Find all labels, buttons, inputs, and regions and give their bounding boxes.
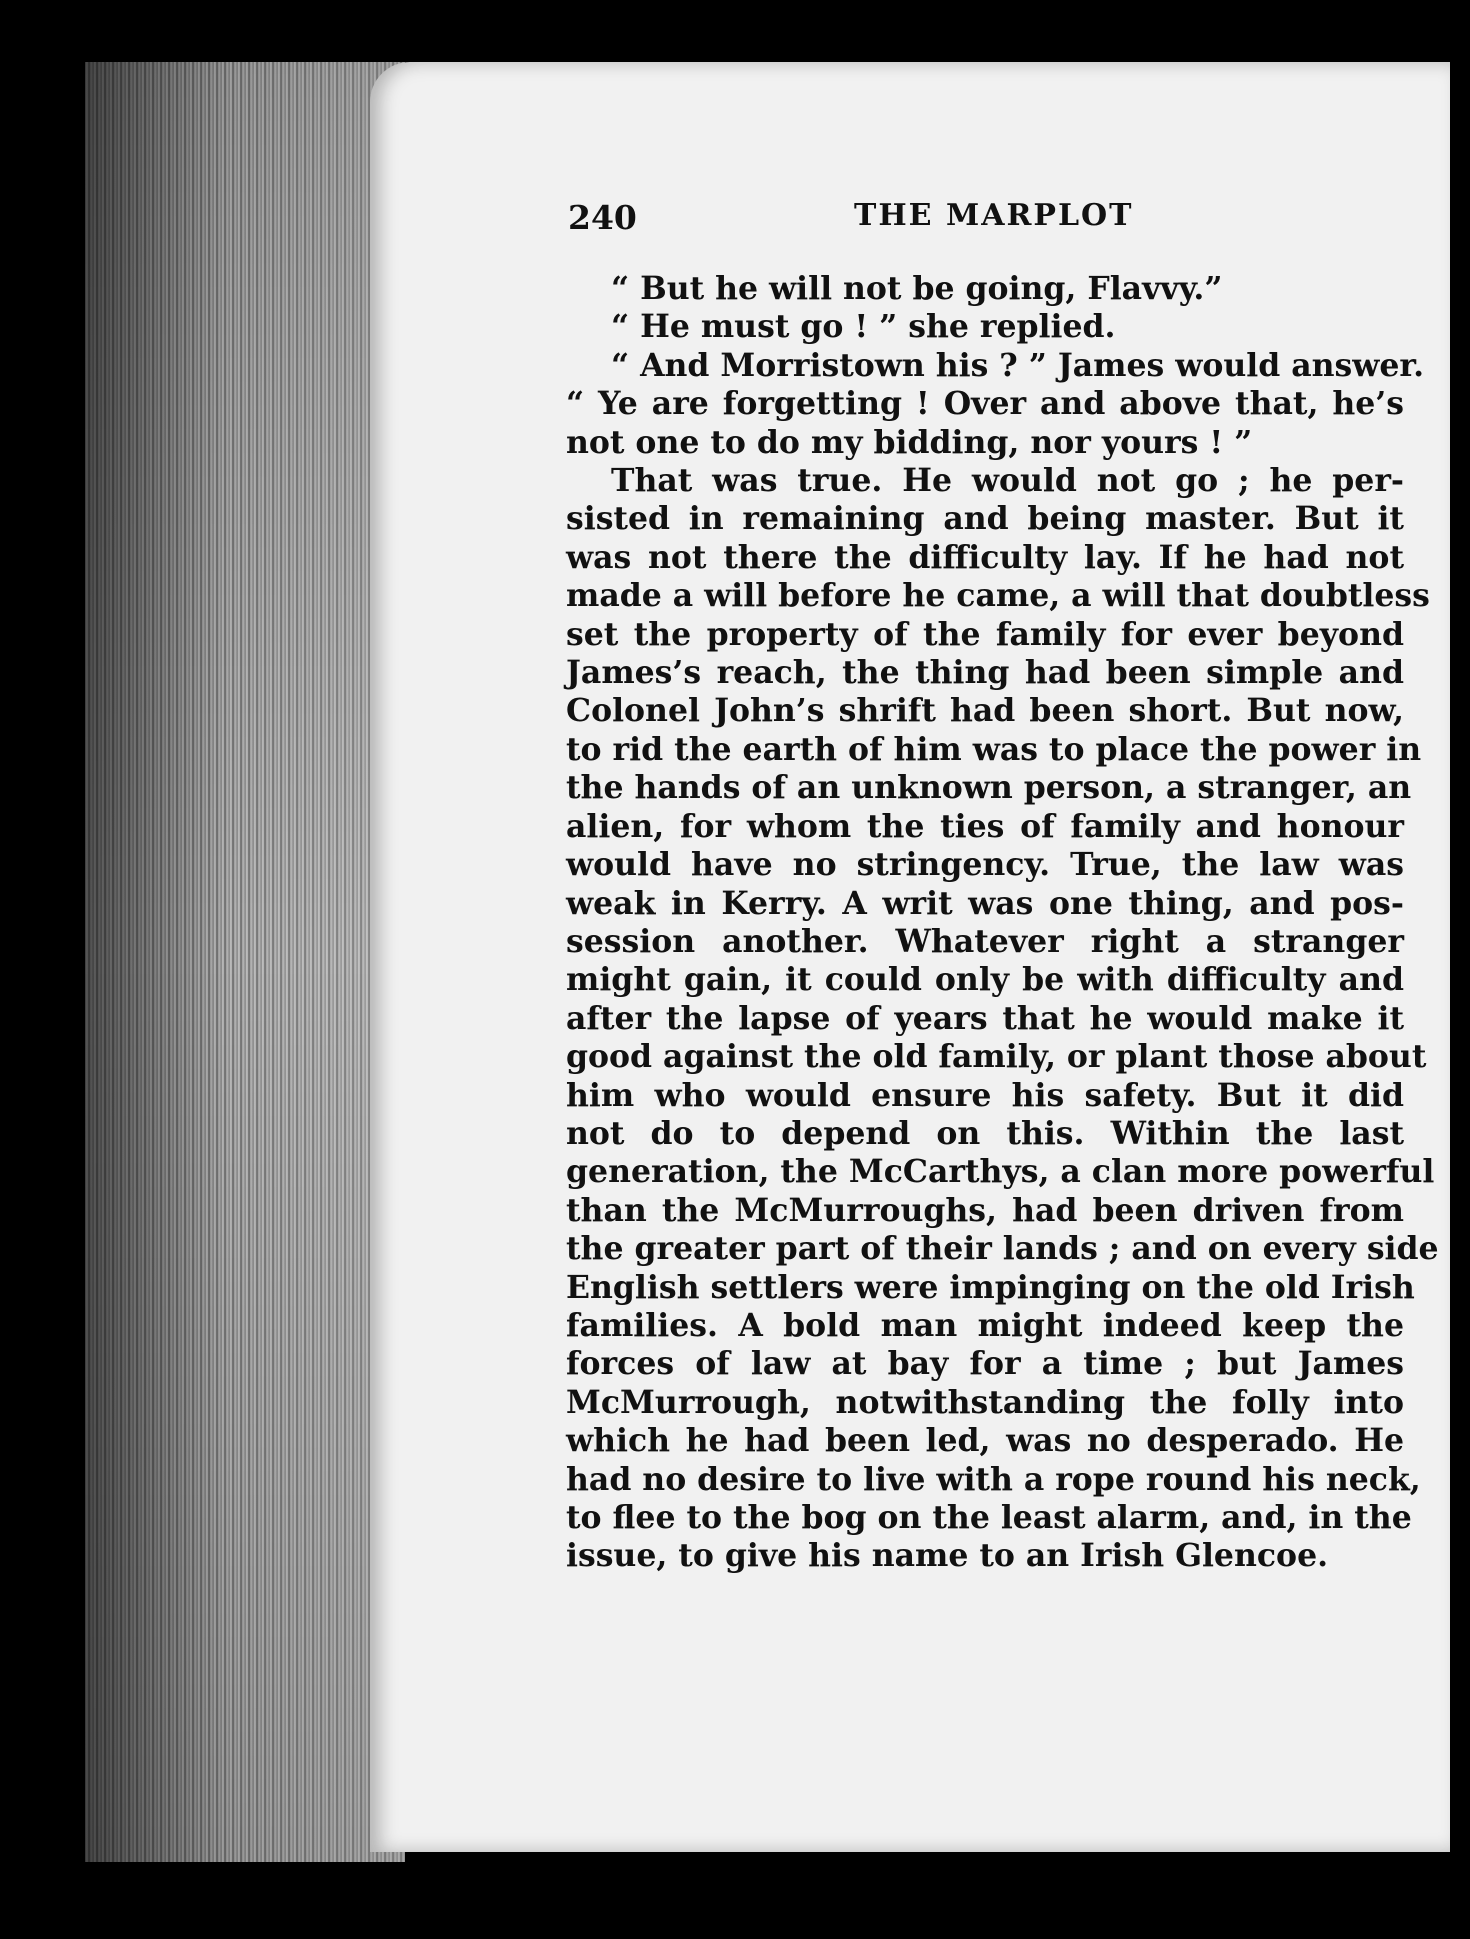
text-line: “ But he will not be going, Flavvy.” [611,270,1223,307]
text-line: him who would ensure his safety. But it did [566,1076,1404,1114]
text-line: might gain, it could only be with difficulty and [566,961,1404,999]
text-line: after the lapse of years that he would make it [566,999,1404,1037]
text-line: McMurrough, notwithstanding the folly into [566,1383,1404,1421]
text-line: was not there the difficulty lay. If he had not [566,538,1404,576]
text-line: That was true. He would not go ; he per- [611,462,1404,500]
text-line: had no desire to live with a rope round his neck, [566,1460,1421,1498]
text-line: families. A bold man might indeed keep the [566,1306,1404,1344]
text-line: session another. Whatever right a stranger [566,922,1404,960]
text-line: not do to depend on this. Within the last [566,1114,1404,1152]
text-line: forces of law at bay for a time ; but James [566,1345,1404,1383]
text-line: weak in Kerry. A writ was one thing, and pos- [566,884,1404,922]
text-line: generation, the McCarthys, a clan more powerful [566,1153,1435,1191]
text-line: would have no stringency. True, the law was [566,846,1404,884]
page-number: 240 [568,198,637,237]
book-title: THE MARPLOT [854,198,1134,233]
body-text [566,270,1439,1576]
text-line: good against the old family, or plant those about [566,1038,1427,1076]
page-edge-shadow [85,62,405,1862]
text-line: made a will before he came, a will that doubtless [566,577,1430,615]
text-line: which he had been led, was no desperado. He [566,1422,1404,1460]
text-line: than the McMurroughs, had been driven from [566,1191,1404,1229]
text-line: Colonel John’s shrift had been short. But now, [566,692,1404,730]
text-line: the hands of an unknown person, a stranger, an [566,769,1412,807]
text-line: alien, for whom the ties of family and honour [566,807,1404,845]
text-line: to flee to the bog on the least alarm, and, in the [566,1499,1412,1536]
text-line: the greater part of their lands ; and on every side [566,1230,1439,1268]
running-head [568,198,1168,248]
text-line: James’s reach, the thing had been simple and [566,654,1404,692]
text-line: sisted in remaining and being master. But it [566,500,1404,538]
text-line: to rid the earth of him was to place the power in [566,730,1422,768]
text-line: not one to do my bidding, nor yours ! ” [566,423,1253,461]
text-line: “ He must go ! ” she replied. [611,308,1116,346]
text-line: English settlers were impinging on the old Irish [566,1268,1415,1306]
text-line: “ Ye are forgetting ! Over and above that, he’s [566,385,1404,423]
text-line: issue, to give his name to an Irish Glencoe. [566,1537,1329,1575]
text-line: set the property of the family for ever beyond [566,615,1404,653]
text-line: “ And Morristown his ? ” James would answer. [611,346,1425,384]
